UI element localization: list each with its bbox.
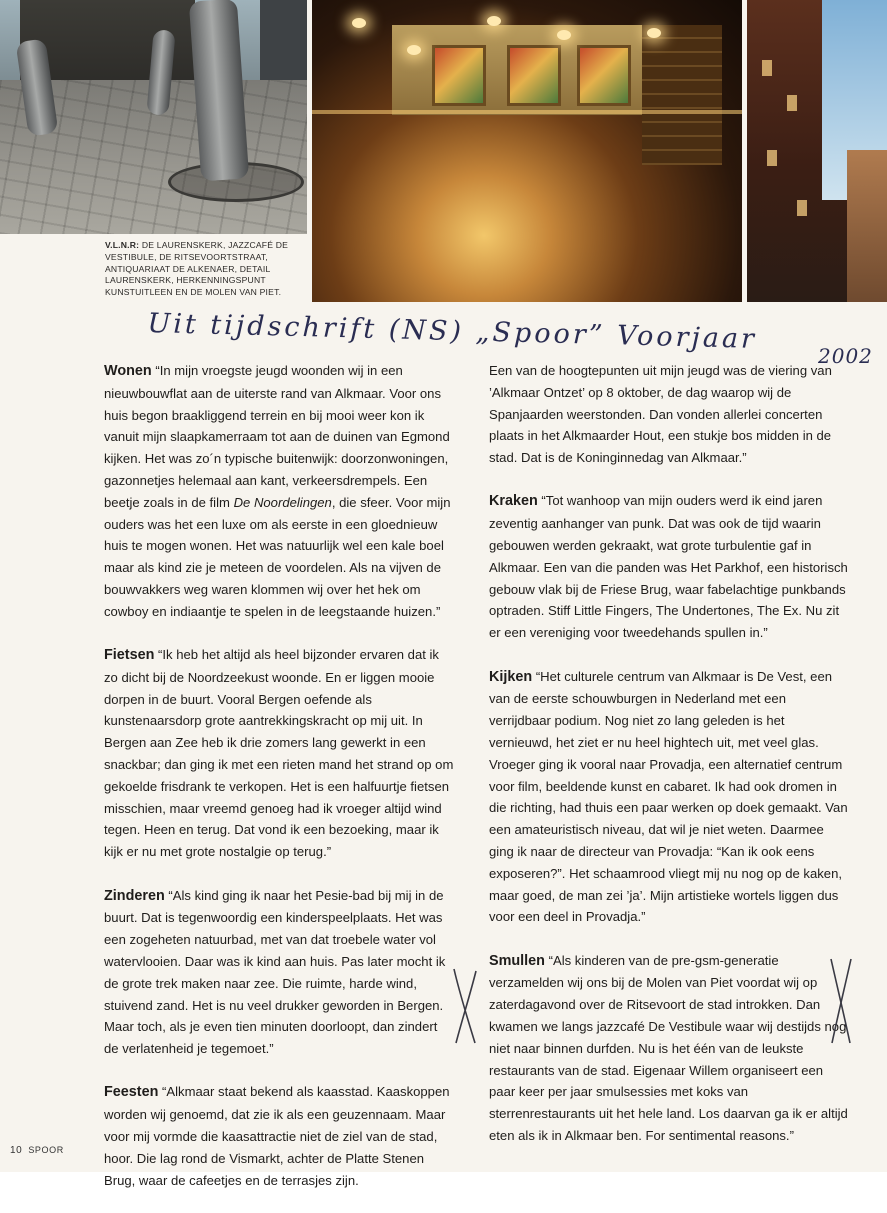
page-number: 10 xyxy=(10,1145,23,1156)
photo-painting xyxy=(577,45,631,106)
caption-lead: V.L.N.R: xyxy=(105,240,140,250)
body-text: “Tot wanhoop van mijn ouders werd ik eind jaren zeventig aanhanger van punk. Dat was ook de tijd waarin gebouwen werden gekraakt, wat grote turbulentie gaf in Alkmaar. Een van die panden was Het Parkhof, een historisch gebouw vlak bij de Friese Brug, waar fabelachtige punkbands optraden. Stiff Little Fingers, The Undertones, The Ex. Nu zit er een vereniging voor tweedehands spullen in.” xyxy=(489,493,848,641)
body-text: “Het culturele centrum van Alkmaar is De Vest, een van de eerste schouwburgen in Nederland met een verrijdbaar podium. Nog niet zo lang geleden is het vernieuwd, het ziet er nu heel hightech uit, met veel glas. Vroeger ging ik vooral naar Provadja, een alternatief centrum voor film, beeldende kunst en cabaret. Ik had ook dromen in die richting, had thuis een paar werken op doek gemaakt. Van een amateuristisch niveau, dat wil je niet weten. Daarmee ging ik naar de directeur van Provadja: “Kan ik ook eens exposeren?”. Het schaamrood vliegt mij nu nog op de kaken, maar goed, de man zei ’ja’. Mijn artistieke wortels liggen dus voor een deel in Provadja.” xyxy=(489,668,848,925)
section-smullen xyxy=(489,950,849,1147)
body-text: “In mijn vroegste jeugd woonden wij in een nieuwbouwflat aan de uiterste rand van Alkmaar. Voor ons huis begon braakliggend terrein en bij mooi weer kon ik vanuit mijn slaapkamerraam tot aan de duinen van Egmond kijken. Het was zo´n typische buitenwijk: doorzonwoningen, gazonnetjes helemaal aan kant, verkeersdrempels. Een beetje zoals in de film xyxy=(104,363,450,510)
body-text: “Alkmaar staat bekend als kaasstad. Kaaskoppen worden wij genoemd, dat zie ik als een geuzennaam. Maar voor mij vormde die kaasattractie niet de ziel van de stad, hoor. Die lag rond de Vismarkt, achter de Platte Stenen Brug, waar de cafeetjes en de terrasjes zijn. xyxy=(104,1084,450,1188)
photo-caption xyxy=(105,240,300,299)
photo-ritsevoortstraat xyxy=(747,0,887,302)
photo-lamp xyxy=(407,45,421,55)
photo-laurenskerk-square xyxy=(0,0,307,234)
photo-jazzcafe-interior xyxy=(312,0,742,302)
keyword-fietsen: Fietsen xyxy=(104,647,155,664)
body-text: “Als kind ging ik naar het Pesie-bad bij mij in de buurt. Dat is tegenwoordig een kinderspeelplaats. Het was een zogeheten natuurbad, met van dat troebele water vol watervlooien. Daar was ik kind aan huis. Pas later mocht ik de grote trek maken naar zee. Die ruimte, harde wind, stuivend zand. Het is nu veel drukker geworden in Bergen. Maar toch, als je even tien minuten doorloopt, dan zindert de verlatenheid je tegemoet.” xyxy=(104,887,446,1057)
photo-bar-light xyxy=(312,110,742,114)
handwritten-cross-mark xyxy=(826,955,856,1047)
section-kraken xyxy=(489,490,849,644)
keyword-kijken: Kijken xyxy=(489,668,533,685)
section-zinderen xyxy=(104,885,454,1060)
photo-painting xyxy=(507,45,561,106)
page-footer xyxy=(10,1145,64,1156)
section-kijken xyxy=(489,666,849,929)
film-title: De Noordelingen xyxy=(233,494,332,510)
photo-window xyxy=(787,95,797,111)
photo-painting xyxy=(432,45,486,106)
body-text: Een van de hoogtepunten uit mijn jeugd was de viering van ’Alkmaar Ontzet’ op 8 oktober, de dag waarop wij de Spanjaarden weerstonden. Dan vonden allerlei concerten plaats in het Alkmaarder Hout, een stukje bos midden in de stad. Dat is de Koninginnedag van Alkmaar.” xyxy=(489,363,832,466)
photo-lamp xyxy=(647,28,661,38)
section-wonen xyxy=(104,360,454,623)
photo-lamp xyxy=(557,30,571,40)
photo-window xyxy=(767,150,777,166)
handwritten-year: 2002 xyxy=(818,344,873,368)
keyword-feesten: Feesten xyxy=(104,1084,159,1101)
body-text: , die sfeer. Voor mijn ouders was het een luxe om als eerste in een gloednieuw huis te mogen wonen. Het was natuurlijk wel een kale boel maar als kind zie je meteen de voordelen. Als na vijven de bouwvakkers weg waren klommen wij over het hek om cowboy en indiaantje te spelen in de leegstaande huizen.” xyxy=(104,494,451,619)
keyword-wonen: Wonen xyxy=(104,363,152,379)
keyword-smullen: Smullen xyxy=(489,952,545,969)
caption-text: DE LAURENSKERK, JAZZCAFÉ DE VESTIBULE, DE RITSEVOORTSTRAAT, ANTIQUARIAAT DE ALKENAER, DETAIL LAURENSKERK, HERKENNINGSPUNT KUNSTUITLEEN EN DE MOLEN VAN PIET. xyxy=(105,240,289,298)
section-fietsen xyxy=(104,644,454,863)
text-column-left xyxy=(104,360,454,1213)
section-feesten xyxy=(104,1081,454,1191)
body-text: “Als kinderen van de pre-gsm-generatie verzamelden wij ons bij de Molen van Piet voordat wij op zaterdagavond over de Ritsevoort de stad introkken. Dan kwamen we langs jazzcafé De Vestibule waar wij destijds nog niet naar binnen durfden. Nu is het één van de leukste restaurants van de stad. Eigenaar Willem organiseert een paar keer per jaar smulsessies met koks van sterrenrestaurants uit het hele land. Los daarvan ga ik er altijd eten als ik in Alkmaar ben. For sentimental reasons.” xyxy=(489,952,848,1143)
handwritten-cross-mark xyxy=(450,965,480,1047)
photo-lamp xyxy=(352,18,366,28)
photo-building xyxy=(260,0,307,80)
handwritten-note: Uit tijdschrift (NS) „Spoor” Voorjaar xyxy=(147,308,758,355)
photo-tower xyxy=(847,150,887,302)
text-column-right xyxy=(489,360,849,1168)
photo-window xyxy=(797,200,807,216)
section-feesten-continued xyxy=(489,360,849,469)
body-text: “Ik heb het altijd als heel bijzonder ervaren dat ik zo dicht bij de Noordzeekust woonde. En er liggen mooie dorpen in de buurt. Vooral Bergen oefende als kunstenaarsdorp grote aantrekkingskracht op mij uit. In Bergen aan Zee heb ik drie zomers lang gewerkt in een snackbar; dan ging ik met een rieten mand het strand op om gekoelde frisdrank te verkopen. Het is een halfuurtje fietsen misschien, maar vreemd genoeg had ik vroeger altijd wind tegen. Heen en terug. Dat vond ik een bezoeking, maar ik kijk er nu met grote nostalgie op terug.” xyxy=(104,647,454,860)
photo-shelf xyxy=(642,25,722,165)
keyword-zinderen: Zinderen xyxy=(104,887,165,904)
magazine-name: SPOOR xyxy=(28,1145,64,1155)
keyword-kraken: Kraken xyxy=(489,493,538,510)
photo-lamp xyxy=(487,16,501,26)
photo-window xyxy=(762,60,772,76)
